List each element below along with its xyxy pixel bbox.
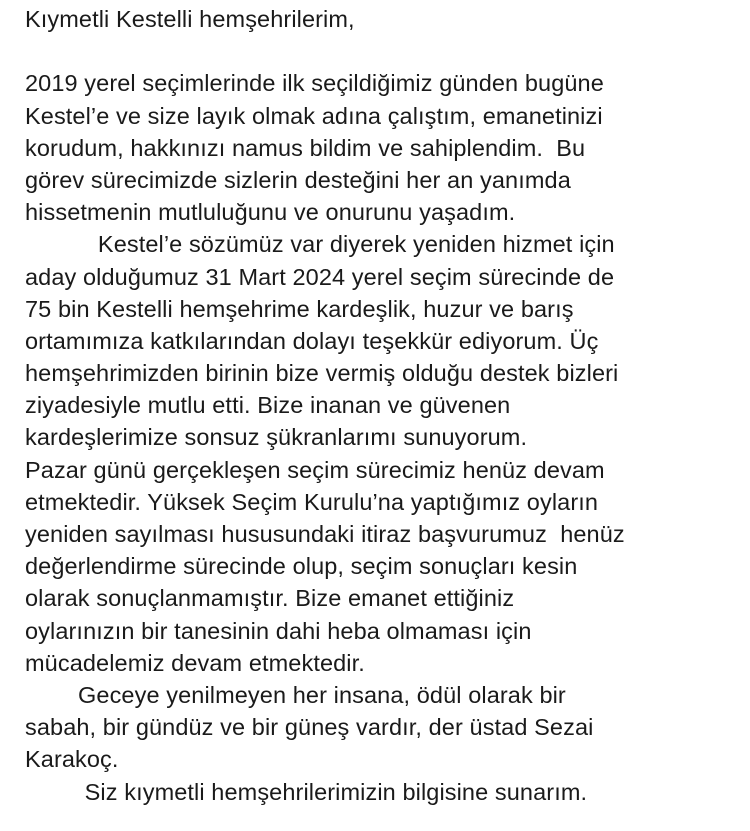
text-line: ziyadesiyle mutlu etti. Bize inanan ve güvenen (25, 392, 511, 419)
text-line: korudum, hakkınızı namus bildim ve sahiplendim. Bu (25, 134, 586, 161)
text-line: görev sürecimizde sizlerin desteğini her an yanımda (25, 166, 571, 193)
text-line: mücadelemiz devam etmektedir. (25, 649, 365, 676)
text-line: Kestel’e sözümüz var diyerek yeniden hizmet için (25, 231, 615, 258)
text-line: oylarınızın bir tanesinin dahi heba olmaması için (25, 617, 532, 644)
text-line: Siz kıymetli hemşehrilerimizin bilgisine sunarım. (25, 778, 588, 805)
text-line: hissetmenin mutluluğunu ve onurunu yaşadım. (25, 199, 516, 226)
text-line: 75 bin Kestelli hemşehrime kardeşlik, huzur ve barış (25, 295, 574, 322)
blank-line (25, 35, 747, 67)
text-line: Geceye yenilmeyen her insana, ödül olarak bir (25, 681, 566, 708)
salutation: Kıymetli Kestelli hemşehrilerim, (25, 6, 355, 32)
text-line: aday olduğumuz 31 Mart 2024 yerel seçim sürecinde de (25, 263, 615, 290)
text-line: 2019 yerel seçimlerinde ilk seçildiğimiz günden bugüne (25, 70, 604, 97)
text-line: Karakoç. (25, 746, 119, 773)
text-line: etmektedir. Yüksek Seçim Kurulu’na yaptığımız oyların (25, 488, 599, 515)
text-line: Kestel’e ve size layık olmak adına çalıştım, emanetinizi (25, 102, 603, 129)
text-line: yeniden sayılması hususundaki itiraz başvurumuz henüz (25, 521, 625, 547)
letter-body (25, 3, 747, 808)
text-line: kardeşlerimize sonsuz şükranlarımı sunuyorum. (25, 424, 528, 451)
text-line: ortamımıza katkılarından dolayı teşekkür ediyorum. Üç (25, 327, 599, 354)
text-line: Pazar günü gerçekleşen seçim sürecimiz henüz devam (25, 456, 605, 483)
text-line: sabah, bir gündüz ve bir güneş vardır, der üstad Sezai (25, 714, 594, 741)
text-line: değerlendirme sürecinde olup, seçim sonuçları kesin (25, 553, 578, 580)
text-line: olarak sonuçlanmamıştır. Bize emanet ettiğiniz (25, 585, 515, 612)
text-line: hemşehrimizden birinin bize vermiş olduğu destek bizleri (25, 360, 619, 387)
